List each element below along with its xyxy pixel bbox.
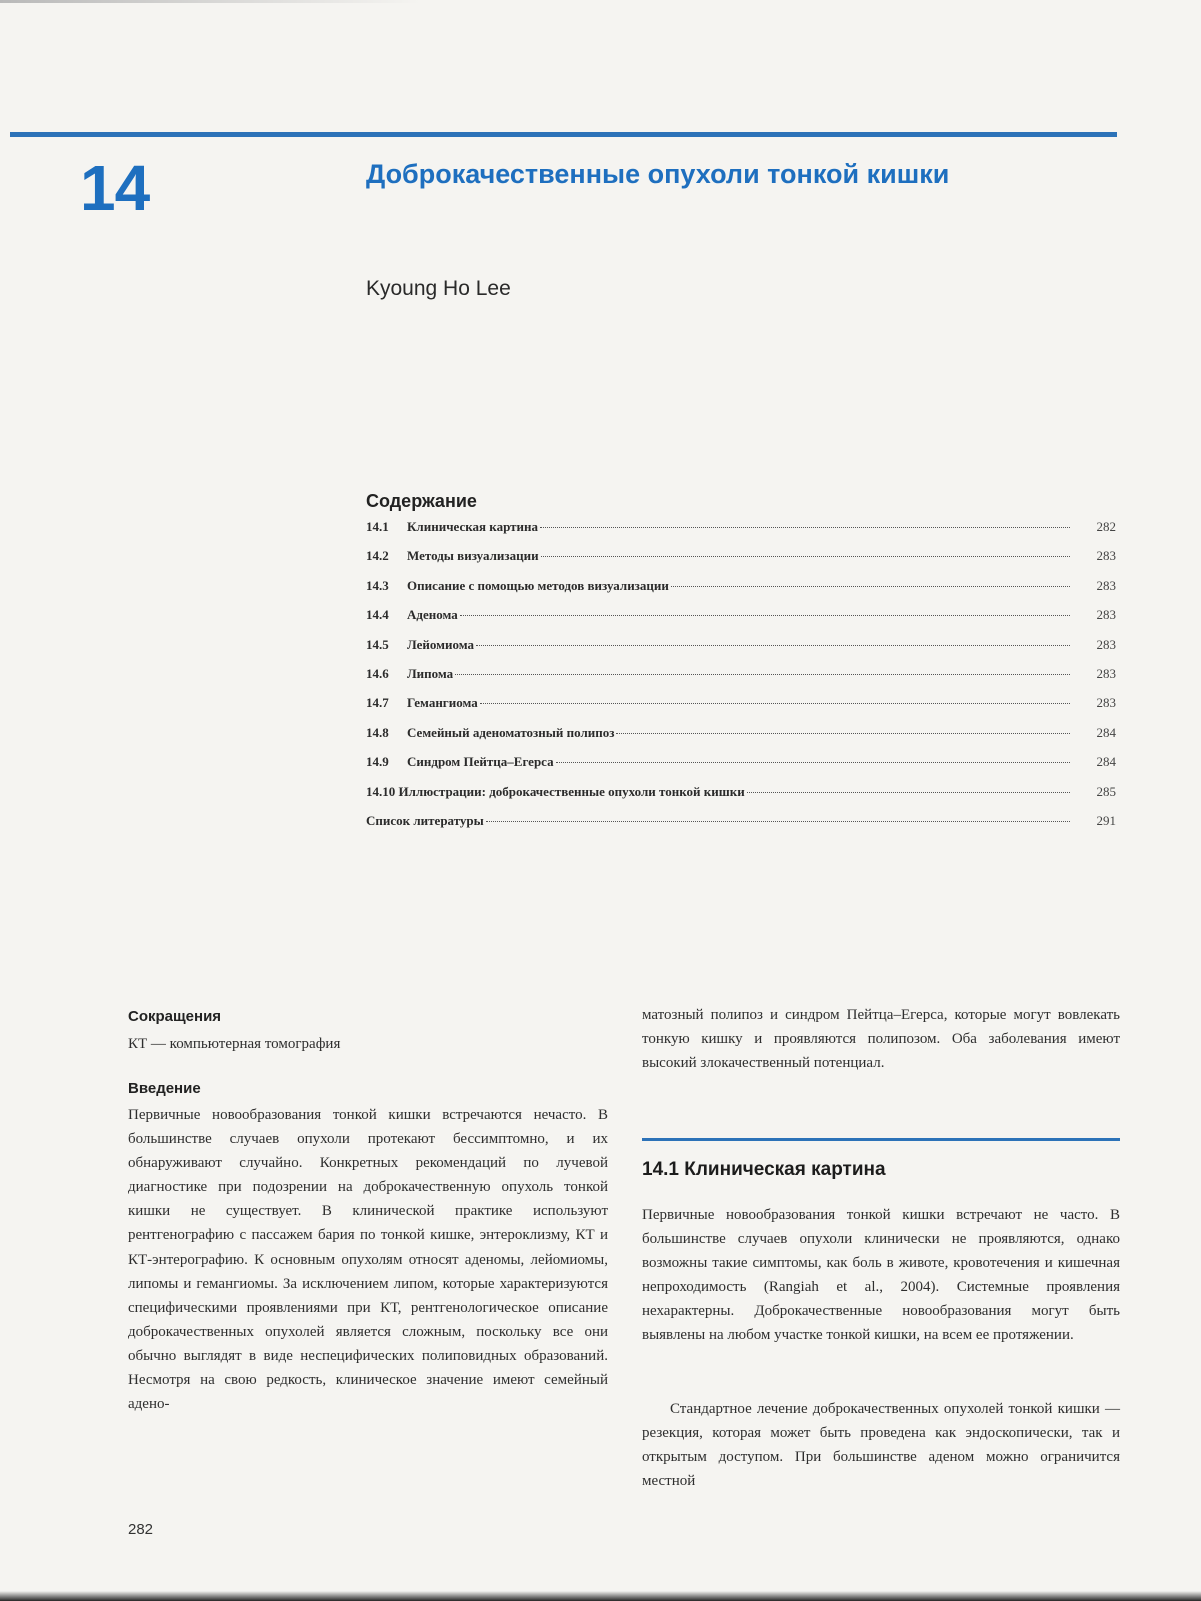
toc-leader-dots xyxy=(556,761,1070,763)
page-edge-shadow-top xyxy=(0,0,420,3)
toc-entry[interactable] xyxy=(366,519,1116,548)
toc-entry[interactable] xyxy=(366,695,1116,724)
toc-leader-dots xyxy=(476,644,1070,646)
toc-entry[interactable] xyxy=(366,784,1116,813)
page-number: 282 xyxy=(128,1521,154,1538)
toc-entry-number: 14.8 xyxy=(366,724,389,740)
toc-leader-dots xyxy=(616,732,1070,734)
chapter-title: Доброкачественные опухоли тонкой кишки xyxy=(366,159,950,189)
toc-leader-dots xyxy=(671,585,1070,587)
toc-leader-dots xyxy=(460,614,1070,616)
toc-entry-number: 14.9 xyxy=(366,754,389,770)
toc-entry-page: 283 xyxy=(1096,577,1116,593)
toc-entry-title: Иллюстрации: доброкачественные опухоли тонкой кишки xyxy=(398,783,745,799)
toc-entry-number: 14.4 xyxy=(366,607,389,623)
toc-heading: Содержание xyxy=(366,491,477,511)
toc-entry-title: Клиническая картина xyxy=(407,519,539,534)
toc-entry-page: 282 xyxy=(1096,519,1116,534)
toc-entry-page: 285 xyxy=(1096,783,1116,799)
toc-entry[interactable] xyxy=(366,578,1116,607)
introduction-text: Первичные новообразования тонкой кишки встречаются нечасто. В большинстве случаев опухоли протекают бессимптомно, и их обнаруживают случайно. Конкретных рекомендаций по лучевой диагностике при подозрении на доброкачественную опухоль тонкой кишки не существует. В клинической практике используют рентгенографию с пассажем бария по тонкой кишке, энтероклизму, КТ и КТ-энтерографию. К основным опухолям относят аденомы, лейомиомы, липомы и гемангиомы. За исключением липом, которые характеризуются специфическими проявлениями при КТ, рентгенологическое описание доброкачественных опухолей является сложным, поскольку все они обычно выглядят в виде неспецифических полиповидных образований. Несмотря на свою редкость, клиническое значение имеют семейный адено- xyxy=(128,1107,608,1413)
toc-entry-number: 14.1 xyxy=(366,519,389,534)
toc-entry[interactable] xyxy=(366,607,1116,636)
toc-entry-title: Аденома xyxy=(407,607,458,623)
introduction-continuation: матозный полипоз и синдром Пейтца–Егерса, которые могут вовлекать тонкую кишку и проявляются полипозом. Оба заболевания имеют высокий злокачественный потенциал. xyxy=(642,1007,1120,1072)
toc-leader-dots xyxy=(455,673,1070,675)
toc-entry-page: 283 xyxy=(1096,695,1116,711)
toc-entry[interactable] xyxy=(366,754,1116,783)
toc-entry-page: 291 xyxy=(1096,812,1116,828)
toc-entry-title: Синдром Пейтца–Егерса xyxy=(407,754,554,770)
toc-leader-dots xyxy=(540,526,1070,528)
toc-entry[interactable] xyxy=(366,666,1116,695)
toc-entry-number: 14.10 xyxy=(366,783,396,799)
toc-entry[interactable] xyxy=(366,637,1116,666)
toc-entry-title: Гемангиома xyxy=(407,695,478,711)
toc-entry-page: 284 xyxy=(1096,724,1116,740)
toc-entry-number: 14.5 xyxy=(366,636,389,652)
toc-entry[interactable] xyxy=(366,548,1116,577)
toc-leader-dots xyxy=(480,702,1070,704)
abbreviations-heading: Сокращения xyxy=(128,1008,222,1025)
chapter-number: 14 xyxy=(80,152,150,224)
toc-entry-number: 14.7 xyxy=(366,695,389,711)
toc-leader-dots xyxy=(747,791,1070,793)
section-rule xyxy=(642,1138,1120,1141)
toc-leader-dots xyxy=(541,555,1070,557)
toc-entry-page: 283 xyxy=(1096,607,1116,623)
abbreviations-text: КТ — компьютерная томография xyxy=(128,1036,341,1052)
table-of-contents xyxy=(366,519,1116,842)
toc-entry-page: 283 xyxy=(1096,548,1116,564)
toc-entry-title: Описание с помощью методов визуализации xyxy=(407,577,669,593)
chapter-header-rule xyxy=(10,132,1117,137)
chapter-author: Kyoung Ho Lee xyxy=(366,277,511,300)
section-14-1-paragraph-2: Стандартное лечение доброкачественных опухолей тонкой кишки — резекция, которая может быть проведена как эндоскопически, так и открытым доступом. При большинстве аденом можно ограничится местной xyxy=(642,1401,1120,1490)
toc-entry-page: 284 xyxy=(1096,754,1116,770)
toc-leader-dots xyxy=(486,820,1070,822)
toc-entry-number: 14.3 xyxy=(366,577,389,593)
section-14-1-paragraph-1: Первичные новообразования тонкой кишки встречают не часто. В большинстве случаев опухоли клинически не проявляются, однако возможны такие симптомы, как боль в животе, кровотечения и кишечная непроходимость (Rangiah et al., 2004). Системные проявления нехарактерны. Доброкачественные новообразования могут быть выявлены на любом участке тонкой кишки, на всем ее протяжении. xyxy=(642,1207,1120,1344)
toc-entry-number: 14.2 xyxy=(366,548,389,564)
toc-entry-title: Методы визуализации xyxy=(407,548,539,564)
toc-entry-title: Липома xyxy=(407,665,454,681)
toc-entry-number-and-title xyxy=(366,784,745,800)
toc-entry-page: 283 xyxy=(1096,636,1116,652)
toc-entry-title: Лейомиома xyxy=(407,636,474,652)
section-heading-14-1: 14.1 Клиническая картина xyxy=(642,1159,886,1180)
page-edge-shadow-bottom xyxy=(0,1591,1201,1601)
toc-entry-number: 14.6 xyxy=(366,665,389,681)
toc-entry-page: 283 xyxy=(1096,665,1116,681)
introduction-heading: Введение xyxy=(128,1080,201,1097)
toc-entry-title: Семейный аденоматозный полипоз xyxy=(407,724,615,740)
toc-entry-references[interactable] xyxy=(366,813,1116,842)
toc-entry[interactable] xyxy=(366,725,1116,754)
toc-entry-title: Список литературы xyxy=(366,812,484,828)
